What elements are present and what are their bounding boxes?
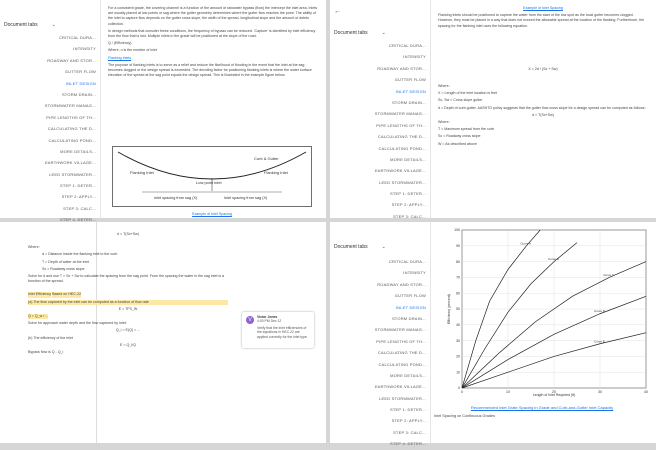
series-label: Curve C [603, 272, 615, 277]
paragraph: Solve for d and use T = Sx + Sw to calculate the spacing from the sag point. From the spacing the water in the sag inlet is a function of the spread. [28, 274, 225, 284]
x-tick-label: 30 [598, 390, 602, 394]
outline-item[interactable]: EARTHWORK VILLAGE... [374, 168, 426, 174]
outline-item[interactable]: STEP 2: APPLY... [391, 418, 426, 424]
inlet-efficiency-chart [434, 224, 652, 404]
outline-item[interactable]: LEED STORMWATER... [379, 395, 426, 401]
definition: Sx = Roadway cross slope [438, 134, 481, 139]
y-tick-label: 80 [456, 259, 460, 264]
outline-item[interactable]: ROADWAY AND STOR... [47, 57, 96, 63]
label-curb: Curb & Gutter [254, 156, 279, 161]
paragraph: For a consistent grade, the covering channel is a function of the amount of rainwater bypass (flow) the intercept the inlet area. Inlets are usually placed at low points or sag where the gutter geometry determines where the gutter flow reaches the point. The ability of the inlet to capture flow depends on the gutter cross slope, the width of the spread, longitudinal slope and the amount of debris collection. [108, 6, 318, 26]
outline-item[interactable]: ROADWAY AND STOR... [377, 65, 426, 71]
series-label: Curve A [520, 241, 532, 246]
outline-item[interactable]: CALCULATING THE D... [377, 350, 426, 356]
definition: d = Depth of curb gutter. AASHTO policy suggests that the gutter flow cross slope for a design spread can be computed as follows: [438, 105, 646, 110]
depth-equation: d = T(Sx+Sw) [532, 112, 554, 117]
label-spacing-right: Inlet spacing from sag (X) [224, 196, 268, 200]
outline-nav [6, 32, 96, 226]
avatar: V [246, 316, 254, 324]
document-body [28, 232, 228, 357]
equation: d = T(Sx+Sw) [117, 232, 139, 236]
outline-item[interactable]: PIPE LENGTHS OF TH... [376, 338, 426, 344]
highlighted-equation[interactable]: Q = Q_w / ... [28, 314, 49, 319]
outline-item[interactable]: INTENSITY [73, 46, 96, 52]
y-tick-label: 0 [458, 386, 460, 391]
y-axis-label: Efficiency (percent) [447, 294, 451, 324]
outline-item[interactable]: GUTTER FLOW [394, 77, 426, 83]
figure-frame [113, 147, 312, 207]
outline-item[interactable]: STEP 2: APPLY... [61, 194, 96, 200]
outline-nav [336, 40, 426, 234]
paragraph: Solve for approach water depth and the flow captured by inlet: [28, 321, 127, 326]
where-line: Where: [28, 245, 40, 250]
comment-author: Victor Jones [257, 315, 278, 319]
definition: Sx, Sw = Cross slope gutter [438, 98, 483, 103]
heading-flanking-inlets[interactable]: Flanking Inlets [108, 55, 132, 60]
label-spacing-left: Inlet spacing from sag (X) [154, 196, 198, 200]
comment-text: Verify that the inlet efficiencies of the equations in HEC-22 are applied correctly for the inlet type. [257, 326, 308, 339]
y-tick-label: 40 [456, 323, 460, 327]
chevron-down-icon: ⌄ [51, 22, 56, 28]
chevron-down-icon: ⌄ [381, 30, 386, 36]
definition: X = Length of the inlet location is feet [438, 91, 498, 96]
outline-item[interactable]: STEP 1: DETER... [389, 407, 426, 413]
document-tabs-label: Document tabs [334, 30, 368, 36]
outline-item[interactable]: CRITICAL DURA... [388, 43, 426, 48]
top-link[interactable]: Example of Inlet Spacing [523, 6, 563, 10]
document-body [108, 6, 318, 80]
document-tabs-header[interactable] [4, 22, 56, 28]
chart-caption[interactable]: Recommended Inlet Grate Spacing in Grade and Curb-and-Gutter Inlet Capacity [470, 405, 614, 410]
x-tick-label: 10 [506, 390, 510, 394]
y-tick-label: 30 [456, 338, 460, 343]
document-tabs-sidebar [0, 0, 101, 223]
outline-item[interactable]: GUTTER FLOW [64, 69, 96, 75]
paragraph: The purpose of flanking inlets is to serve as a relief and reduce the likelihood of flooding in the event that the inlet at the sag becomes clogged or the design spread is exceeded. The deciding factor for positioning flanking inlets is where the water surface elevation of the spread at the sag point equals the design spread. This is illustrated in the example figure below. [108, 62, 312, 78]
comment-date: 4:00 PM Dec 12 [257, 319, 282, 323]
definition: Sx = Roadway cross slope [42, 266, 85, 271]
series-label: Curve E [594, 339, 605, 344]
definition: d = Distance inside the flanking inlet to the curb [42, 252, 118, 257]
outline-item[interactable]: ROADWAY AND STOR... [377, 281, 426, 287]
equation: Q_i = E(Q) = ... [115, 328, 141, 333]
y-tick-label: 60 [456, 291, 460, 296]
inlet-spacing-figure [112, 146, 312, 208]
equation: E = TFS_W [118, 306, 138, 311]
series-label: Curve B [548, 257, 559, 262]
x-tick-label: 40 [644, 390, 648, 394]
document-tabs-label: Document tabs [4, 22, 38, 28]
y-tick-label: 70 [456, 275, 460, 280]
outline-item[interactable]: STORM DRAIN... [391, 99, 426, 105]
document-tabs-sidebar [330, 222, 431, 447]
y-tick-label: 20 [456, 354, 460, 359]
document-tabs-header[interactable] [334, 30, 386, 36]
outline-nav [336, 256, 426, 450]
x-axis-label: Length of Inlet Required (ft) [532, 393, 576, 397]
outline-item[interactable]: PIPE LENGTHS OF TH... [376, 122, 426, 128]
outline-item[interactable]: INLET DESIGN [395, 88, 426, 94]
outline-item[interactable]: PIPE LENGTHS OF TH... [46, 114, 96, 120]
definition: T = Maximum spread from the curb [438, 127, 494, 132]
outline-item[interactable]: LEED STORMWATER... [49, 171, 96, 177]
outline-item[interactable]: STORM DRAIN... [391, 315, 426, 321]
equation-label: Q / (Efficiency) [108, 41, 132, 46]
y-tick-label: 100 [454, 228, 460, 233]
outline-item[interactable]: CALCULATING POND... [378, 361, 426, 367]
definition: T = Depth of water at the inlet [42, 259, 90, 264]
highlighted-subheading[interactable]: Based on HEC-22 [52, 292, 82, 297]
outline-item[interactable]: STEP 1: DETER... [59, 183, 96, 189]
outline-item[interactable]: INLET DESIGN [65, 80, 96, 86]
outline-item[interactable]: CRITICAL DURA... [58, 35, 96, 40]
comment-card[interactable] [242, 312, 314, 348]
outline-item[interactable]: CALCULATING POND... [48, 137, 96, 143]
paragraph: Bypass flow is Q - Q_i [28, 350, 64, 355]
outline-item[interactable]: STEP 3: CALC... [393, 429, 426, 435]
outline-item[interactable]: INTENSITY [403, 270, 426, 276]
outline-item[interactable]: STEP 4: DETER... [59, 217, 96, 223]
series-label: Curve D [594, 309, 606, 314]
quadrant-top-left [0, 0, 326, 223]
spacing-equation: X = 2d / (Sx + Sw) [528, 66, 558, 71]
definition: W = As described above [438, 141, 477, 146]
document-tabs-sidebar [330, 0, 431, 218]
document-tabs-label: Document tabs [334, 244, 368, 250]
outline-item[interactable]: LEED STORMWATER... [379, 179, 426, 185]
outline-item[interactable]: EARTHWORK VILLAGE... [44, 160, 96, 166]
outline-item[interactable]: INLET DESIGN [395, 304, 426, 310]
x-tick-label: 0 [461, 390, 463, 394]
outline-item[interactable]: CALCULATING THE D... [377, 134, 426, 140]
quadrant-bottom-left [0, 222, 326, 443]
outline-item[interactable]: STEP 2: APPLY... [391, 202, 426, 208]
quadrant-bottom-right [330, 222, 656, 447]
chevron-down-icon: ⌄ [381, 244, 386, 250]
outline-item[interactable]: STORMWATER MANAG... [44, 103, 96, 109]
outline-item[interactable]: STEP 1: DETER... [389, 191, 426, 197]
outline-item[interactable]: STEP 4: DETER... [389, 441, 426, 447]
outline-item[interactable]: INTENSITY [403, 54, 426, 60]
y-tick-label: 10 [456, 370, 460, 375]
label-flank-left: Flanking Inlet [130, 170, 154, 175]
paragraph: (b) The efficiency of the inlet [28, 335, 74, 340]
outline-item[interactable]: CRITICAL DURA... [388, 259, 426, 264]
outline-item[interactable]: MORE DETAILS... [390, 372, 426, 378]
where-line: Where: [438, 84, 450, 89]
outline-item[interactable]: MORE DETAILS... [60, 148, 96, 154]
chart-subcaption: Inlet Spacing on Continuous Grades [434, 414, 496, 418]
outline-item[interactable]: STORMWATER MANAG... [374, 111, 426, 117]
document-tabs-header[interactable] [334, 244, 386, 250]
highlighted-heading[interactable]: Inlet Efficiency [28, 292, 52, 297]
where-line: Where: [438, 120, 450, 125]
outline-item[interactable]: CALCULATING POND... [378, 145, 426, 151]
outline-item[interactable]: STEP 3: CALC... [393, 213, 426, 219]
label-low-point: Low point inlet [196, 180, 222, 185]
outline-item[interactable]: GUTTER FLOW [394, 293, 426, 299]
y-tick-label: 50 [456, 307, 460, 312]
highlighted-line[interactable]: (a) The flow captured by the inlet can be computed as a function of flow rate [28, 300, 228, 305]
outline-item[interactable]: STORMWATER MANAG... [374, 327, 426, 333]
x-tick-label: 20 [552, 390, 556, 394]
y-tick-label: 90 [456, 244, 460, 248]
outline-item[interactable]: CALCULATING THE D... [47, 126, 96, 132]
paragraph: In design methods that consider these conditions, the frequency of bypass can be reduced. 'Capture' is identified by inlet efficiency from the flow that is lost. Multiple inlets in the grade will be positioned at the slope of the road. [108, 28, 316, 39]
outline-item[interactable]: STEP 3: CALC... [63, 205, 96, 211]
quadrant-top-right [330, 0, 656, 218]
where-line: Where, n is the number of inlet [108, 48, 157, 53]
document-body [438, 6, 648, 149]
paragraph: Flanking inlets should be positioned to capture the water from the start of the low spot as the local gutter becomes clogged. However, they must be placed in a way that does not exceed the allowable spread at the location of the flanking. Furthermore, the spacing for the flanking inlet uses the following equation. [438, 13, 645, 28]
back-arrow-icon[interactable]: ← [334, 8, 341, 15]
outline-item[interactable]: EARTHWORK VILLAGE... [374, 384, 426, 390]
equation: E = Q_i/Q [120, 342, 136, 347]
outline-item[interactable]: MORE DETAILS... [390, 156, 426, 162]
outline-item[interactable]: STORM DRAIN... [61, 91, 96, 97]
figure-caption[interactable]: Example of Inlet Spacing [192, 212, 232, 216]
label-flank-right: Flanking Inlet [264, 170, 288, 175]
